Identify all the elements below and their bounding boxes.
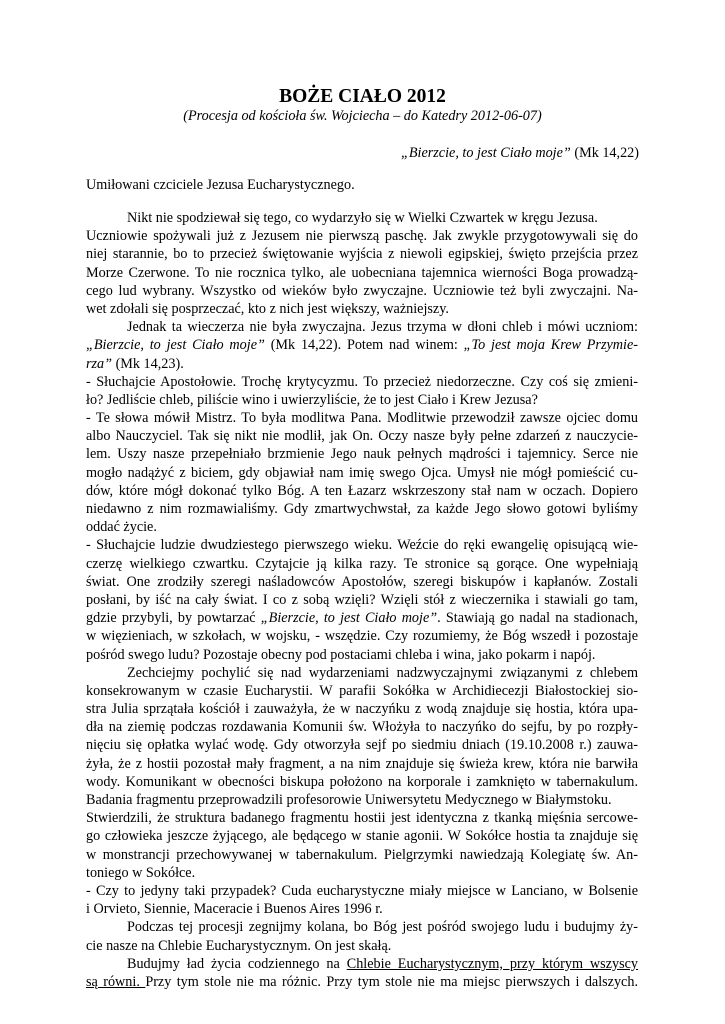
text-line: - Te słowa mówił Mistrz. To była modlitwa Pana. Modlitwie przewodził zawsze ojciec domu: [86, 410, 638, 427]
quote-fragment: rza”: [86, 355, 113, 372]
text-line: wet zdołali się posprzeczać, kto z nich jest większy, ważniejszy.: [86, 300, 449, 317]
text-line: stra Julia sprzątała kościół i zauważyła, że w naczyńku z wodą znajduje się hostia, która upa-: [86, 701, 638, 718]
document-title: BOŻE CIAŁO 2012: [279, 86, 446, 107]
text-line: [86, 955, 638, 973]
motto-quote: „Bierzcie, to jest Ciało moje”: [400, 145, 571, 161]
text-line: dła na ziemię podczas rozdawania Komunii św. Włożyła to naczyńko do sejfu, by po rozpły-: [86, 719, 638, 736]
text-line: - Czy to jedyny taki przypadek? Cuda eucharystyczne miały miejsce w Lanciano, w Bolsenie: [86, 882, 638, 899]
underlined-fragment: Chlebie Eucharystycznym, przy którym wszyscy: [346, 955, 638, 972]
document-subtitle: (Procesja od kościoła św. Wojciecha – do Katedry 2012-06-07): [183, 108, 542, 124]
text-line: lem. Uszy nasze przepełniało brzmienie Jego nauk pełnych mądrości i tajemnicy. Serce nie: [86, 446, 638, 463]
text-line: Jednak ta wieczerza nie była zwyczajna. Jezus trzyma w dłoni chleb i mówi uczniom:: [127, 319, 638, 336]
quote-fragment: „To jest moja Krew Przymie-: [463, 337, 638, 354]
text-line: niej starannie, bo to przecież świętowanie wyjścia z niewoli egipskiej, święto przejścia przez: [86, 246, 638, 263]
text-line: świat. One zrodziły szeregi naśladowców Apostołów, szeregi biskupów i kapłanów. Zostali: [86, 573, 638, 590]
text-fragment: Budujmy ład życia codziennego na: [127, 955, 347, 972]
text-line: konsekrowanym w czasie Eucharystii. W parafii Sokółka w Archidiecezji Białostockiej sio-: [86, 682, 638, 699]
motto-reference: (Mk 14,22): [570, 145, 639, 161]
document-body: [86, 209, 638, 991]
text-line: go człowieka jeszcze żyjącego, ale będącego w stanie agonii. W Sokółce hostia ta znajduje się: [86, 828, 638, 845]
salutation: Umiłowani czciciele Jezusa Eucharystycznego.: [86, 177, 355, 193]
text-line: - Słuchajcie Apostołowie. Trochę krytycyzmu. To przecież niedorzeczne. Czy coś się zmieni-: [86, 373, 638, 390]
text-line: [86, 609, 638, 627]
text-line: żyła, że z hostii pozostał mały fragment, a na nim znajduje się świeża krew, która nie barwiła: [86, 755, 638, 772]
text-line: Morze Czerwone. To nie rocznica tylko, ale uobecniana tajemnica wierności Boga prowadzą-: [86, 264, 638, 281]
text-line: Badania fragmentu przeprowadzili profesorowie Uniwersytetu Medycznego w Białymstoku.: [86, 792, 612, 808]
quote-fragment: „Bierzcie, to jest Ciało moje”: [260, 610, 438, 627]
text-line: [86, 355, 638, 373]
text-line: cego lud wybrany. Wszystko od wieków było zwyczajne. Uczniowie też byli zwyczajni. Na-: [86, 282, 638, 299]
text-fragment: . Stawiają go nadal na stadionach,: [437, 610, 639, 627]
motto: [401, 144, 639, 162]
text-line: [86, 336, 638, 354]
text-line: w monstrancji przechowywanej w tabernakulum. Pielgrzymki nawiedzają Kolegiatę św. An-: [86, 846, 638, 863]
text-fragment: (Mk 14,22). Potem nad winem:: [264, 337, 464, 354]
text-line: w więzieniach, w szkołach, w wojsku, - wszędzie. Czy rozumiemy, że Bóg wszedł i pozostaje: [86, 628, 638, 645]
text-line: [86, 973, 638, 991]
text-line: Podczas tej procesji zegnijmy kolana, bo Bóg jest pośród swojego ludu i budujmy ży-: [127, 919, 638, 936]
text-line: niedawno z nim rozmawialiśmy. Gdy zmartwychwstał, za każde Jego słowo gotowi byliśmy: [86, 501, 638, 517]
text-line: cie nasze na Chlebie Eucharystycznym. On jest skałą.: [86, 937, 392, 954]
text-line: toniego w Sokółce.: [86, 864, 196, 881]
text-line: Stwierdzili, że struktura badanego fragmentu hostii jest identyczna z tkanką mięśnia sercowe-: [86, 810, 638, 827]
text-fragment: Przy tym stole nie ma różnic. Przy tym stole nie ma miejsc pierwszych i dalszych.: [145, 973, 638, 990]
text-line: ło? Jedliście chleb, piliście wino i uwierzyliście, że to jest Ciało i Krew Jezusa?: [86, 391, 538, 408]
text-line: oddać życie.: [86, 519, 157, 536]
text-fragment: (Mk 14,23).: [112, 355, 184, 372]
text-line: albo Nauczyciel. Tak się nikt nie modlił, jak On. Oczy nasze były pełne zdarzeń z nauczycie-: [86, 428, 638, 445]
text-line: posłani, by iść na cały świat. I co z sobą wzięli? Wzięli stół z wieczernika i stawiali go tam,: [86, 591, 638, 608]
quote-fragment: „Bierzcie, to jest Ciało moje”: [86, 337, 265, 354]
text-line: pośród swego ludu? Pozostaje obecny pod postaciami chleba i wina, jako pokarm i napój.: [86, 646, 596, 663]
text-line: i Orvieto, Siennie, Maceracie i Buenos Aires 1996 r.: [86, 901, 383, 918]
text-fragment: gdzie przybyli, by powtarzać: [86, 610, 261, 627]
underlined-fragment: są równi.: [86, 973, 146, 990]
text-line: dów, które mógł dokonać tylko Bóg. A ten Łazarz wskrzeszony stał nam w oczach. Dopiero: [86, 482, 638, 499]
text-line: wody. Komunikant w obecności biskupa położono na korporale i zamknięto w tabernakulum.: [86, 773, 638, 790]
text-line: czerzę wielkiego czwartku. Czytajcie ją kilka razy. Te stronice są gorące. One wypełniają: [86, 555, 638, 572]
text-line: Uczniowie spożywali już z Jezusem nie pierwszą paschę. Jak zwykle przygotowywali się do: [86, 228, 638, 245]
text-line: mogło nadążyć z biciem, gdy objawiał nam imię swego Ojca. Umysł nie mógł pomieścić cu-: [86, 464, 638, 481]
text-line: nięciu się opłatka wylać wodę. Gdy otworzyła sejf po siedmiu dniach (19.10.2008 r.) zauwa-: [86, 737, 638, 754]
text-line: - Słuchajcie ludzie dwudziestego pierwszego wieku. Weźcie do ręki ewangelię opisującą wie-: [86, 537, 638, 554]
text-line: Nikt nie spodziewał się tego, co wydarzyło się w Wielki Czwartek w kręgu Jezusa.: [127, 210, 598, 226]
text-line: Zechciejmy pochylić się nad wydarzeniami nadzwyczajnymi związanymi z chlebem: [127, 664, 638, 681]
